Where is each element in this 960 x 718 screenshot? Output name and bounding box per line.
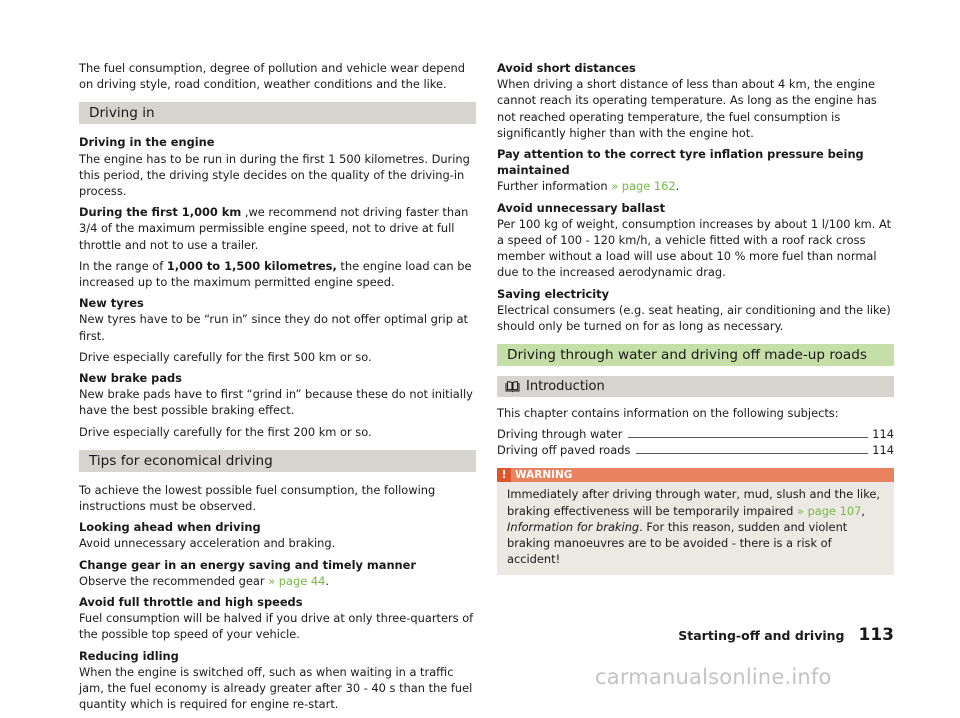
warning-header [497,468,894,482]
pads-paragraph [79,370,476,419]
section-heading-driving-in: Driving in [79,102,476,124]
short-text: When driving a short distance of less than about 4 km, the engine cannot reach its operating temperature. As long as the engine has not reached operating temperature, the fuel consumption is significantly higher than with the engine hot. [497,77,877,140]
left-column [79,60,476,718]
first-km-bold: During the first 1,000 km [79,205,242,220]
ballast-paragraph [497,200,894,281]
range-prefix: In the range of [79,258,167,273]
electricity-title: Saving electricity [497,286,610,301]
idling-paragraph [79,648,476,713]
gear-paragraph [79,557,476,589]
first-km-paragraph [79,204,476,253]
page-number: 113 [858,625,894,645]
tyres-text: New tyres have to be “run in” since they do not offer optimal grip at first. [79,312,469,343]
electricity-text: Electrical consumers (e.g. seat heating, air conditioning and the like) should only be turned on for as long as necessary. [497,302,891,334]
idling-text: When the engine is switched off, such as when waiting in a traffic jam, the fuel economy is already greater after 30 - 40 s than the fuel quantity which is required for engine re-start. [79,664,473,712]
warning-text-1: Immediately after driving through water, mud, slush and the like, braking effectiveness will be temporarily impaired [507,487,881,518]
pads-paragraph-2: Drive especially carefully for the first 200 km or so. [79,424,372,439]
tyres-paragraph-2: Drive especially carefully for the first 500 km or so. [79,349,372,364]
gear-end: . [325,573,329,588]
introduction-title: Introduction [526,378,605,394]
ahead-text: Avoid unnecessary acceleration and braking. [79,536,336,551]
tips-intro: To achieve the lowest possible fuel consumption, the following instructions must be observed. [79,482,436,514]
short-paragraph [497,60,894,141]
first-km-text: ,we recommend not driving faster than 3/4 of the maximum permissible engine speed, not to drive at full throttle and not to use a trailer. [79,205,469,252]
engine-title: Driving in the engine [79,135,215,150]
tyres-title: New tyres [79,296,144,311]
toc-page: 114 [872,443,894,458]
gear-text: Observe the recommended gear [79,573,269,588]
engine-text: The engine has to be run in during the first 1 500 kilometres. During this period, the driving style decides on the quality of the driving-in process. [79,151,470,199]
toc-page: 114 [872,427,894,442]
ahead-title: Looking ahead when driving [79,520,261,535]
toc-label: Driving through water [497,427,623,442]
intro-paragraph: The fuel consumption, degree of pollution and vehicle wear depend on driving style, road condition, weather conditions and the like. [79,61,465,92]
range-bold: 1,000 to 1,500 kilometres, [166,258,337,273]
warning-italic: Information for braking [507,519,640,534]
short-title: Avoid short distances [497,61,636,75]
toc-row[interactable] [497,426,894,442]
chapter-title: Starting-off and driving [678,628,845,643]
ballast-text: Per 100 kg of weight, consumption increases by about 1 l/100 km. At a speed of 100 - 120 km/h, a vehicle fitted with a roof rack cross member without a load will use about 10 % more fuel than normal due to the increased aerodynamic drag. [497,216,892,280]
tyre-end: . [675,179,680,194]
tyre-pressure-title: Pay attention to the correct tyre inflation pressure being maintained [497,147,864,178]
gear-title: Change gear in an energy saving and timely manner [79,557,417,572]
section-heading-tips: Tips for economical driving [79,450,476,472]
range-text: the engine load can be increased up to the maximum permitted engine speed. [79,258,472,290]
throttle-title: Avoid full throttle and high speeds [79,595,303,610]
page-footer [678,627,894,644]
toc-leader [636,453,868,454]
tyre-pressure-paragraph [497,146,894,195]
warning-text-2: . For this reason, sudden and violent braking manoeuvres are to be avoided - there is a risk of accident! [507,519,848,567]
pads-text: New brake pads have to first “grind in” because these do not initially have the best possible braking effect. [79,387,473,418]
warning-sep: , [861,503,866,518]
ahead-paragraph [79,519,476,551]
throttle-paragraph [79,594,476,643]
warning-box [497,468,894,575]
pads-title: New brake pads [79,371,182,386]
toc-leader [628,437,868,438]
watermark: carmanualsonline.info [595,665,832,689]
tyre-pressure-text: Further information [497,179,612,194]
warning-body [497,482,894,575]
throttle-text: Fuel consumption will be halved if you drive at only three-quarters of the possible top speed of your vehicle. [79,611,474,642]
electricity-paragraph [497,286,894,335]
toc-label: Driving off paved roads [497,443,631,458]
tyre-page-link[interactable]: » page 162 [611,179,676,194]
toc-row[interactable] [497,442,894,458]
idling-title: Reducing idling [79,648,179,663]
range-paragraph [79,258,476,290]
introduction-text: This chapter contains information on the following subjects: [497,406,839,421]
right-column [497,60,894,575]
warning-page-link[interactable]: » page 107 [796,503,862,518]
warning-label: WARNING [511,468,894,482]
engine-paragraph [79,134,476,199]
ballast-title: Avoid unnecessary ballast [497,200,666,215]
warning-icon: ! [497,468,511,482]
section-heading-water: Driving through water and driving off made-up roads [497,344,894,366]
book-icon [505,381,520,392]
gear-page-link[interactable]: » page 44 [268,573,326,588]
subsection-heading-introduction [497,376,894,397]
tyres-paragraph [79,295,476,344]
